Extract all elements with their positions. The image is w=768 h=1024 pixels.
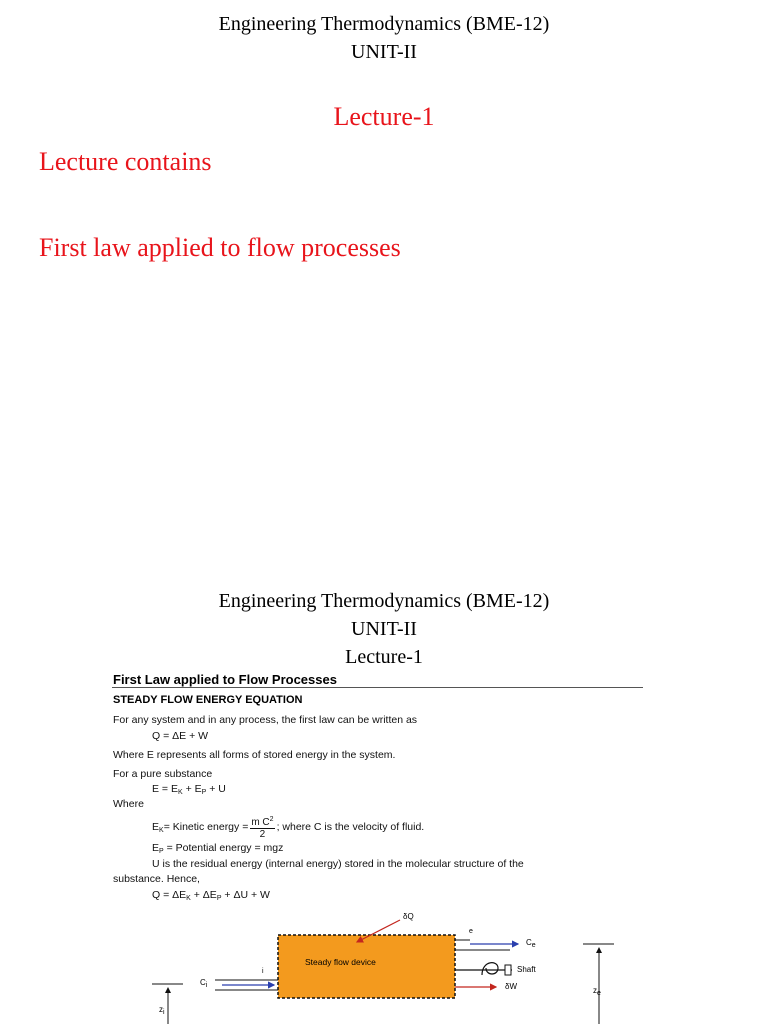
lecture-title: Lecture-1: [333, 102, 435, 131]
unit-label: UNIT-II: [351, 41, 417, 63]
device-label: Steady flow device: [305, 957, 376, 967]
equation-2: $E = E_K + E_P + U$: [152, 783, 226, 796]
exit-velocity: Ce: [526, 938, 536, 949]
internal-energy-line: U is the residual energy (internal energy) stored in the molecular structure of the: [152, 858, 524, 870]
text-line-1: For any system and in any process, the first law can be written as: [113, 714, 418, 726]
inlet-velocity: Ci: [200, 978, 208, 989]
potential-energy-line: $E_P$ = Potential energy = mgz: [152, 842, 284, 855]
substance-line: substance. Hence,: [113, 873, 200, 885]
text-line-3: For a pure substance: [113, 768, 213, 780]
ze-label: ze: [593, 986, 601, 997]
kinetic-energy-line: $E_K=$ Kinetic energy = $\frac{m C^2}{2}$ ; where C is the velocity of fluid.: [152, 816, 425, 841]
text-line-4: Where: [113, 798, 144, 810]
lecture-label-2: Lecture-1: [345, 646, 423, 668]
equation-1: Q = ΔE + W: [152, 730, 209, 742]
shaft-symbol: [482, 963, 498, 975]
unit-label-2: UNIT-II: [351, 618, 417, 640]
course-title-2: Engineering Thermodynamics (BME-12): [218, 590, 550, 612]
contains-heading: Lecture contains: [39, 147, 212, 176]
exit-label: e: [469, 928, 473, 935]
work-label: δW: [505, 982, 518, 991]
equation-3: $Q = \Delta E_K + \Delta E_P + \Delta U + W$: [152, 889, 270, 902]
subsection-title: STEADY FLOW ENERGY EQUATION: [113, 694, 303, 706]
zi-label: zi: [159, 1005, 165, 1016]
section-title: First Law applied to Flow Processes: [113, 672, 337, 687]
shaft-end: [505, 965, 511, 975]
inlet-label: i: [262, 968, 264, 975]
shaft-label: Shaft: [517, 965, 536, 974]
topic-heading: First law applied to flow processes: [39, 233, 401, 262]
heat-label: δQ: [403, 912, 414, 921]
course-title: Engineering Thermodynamics (BME-12): [218, 13, 550, 35]
text-line-2: Where E represents all forms of stored energy in the system.: [113, 749, 396, 761]
